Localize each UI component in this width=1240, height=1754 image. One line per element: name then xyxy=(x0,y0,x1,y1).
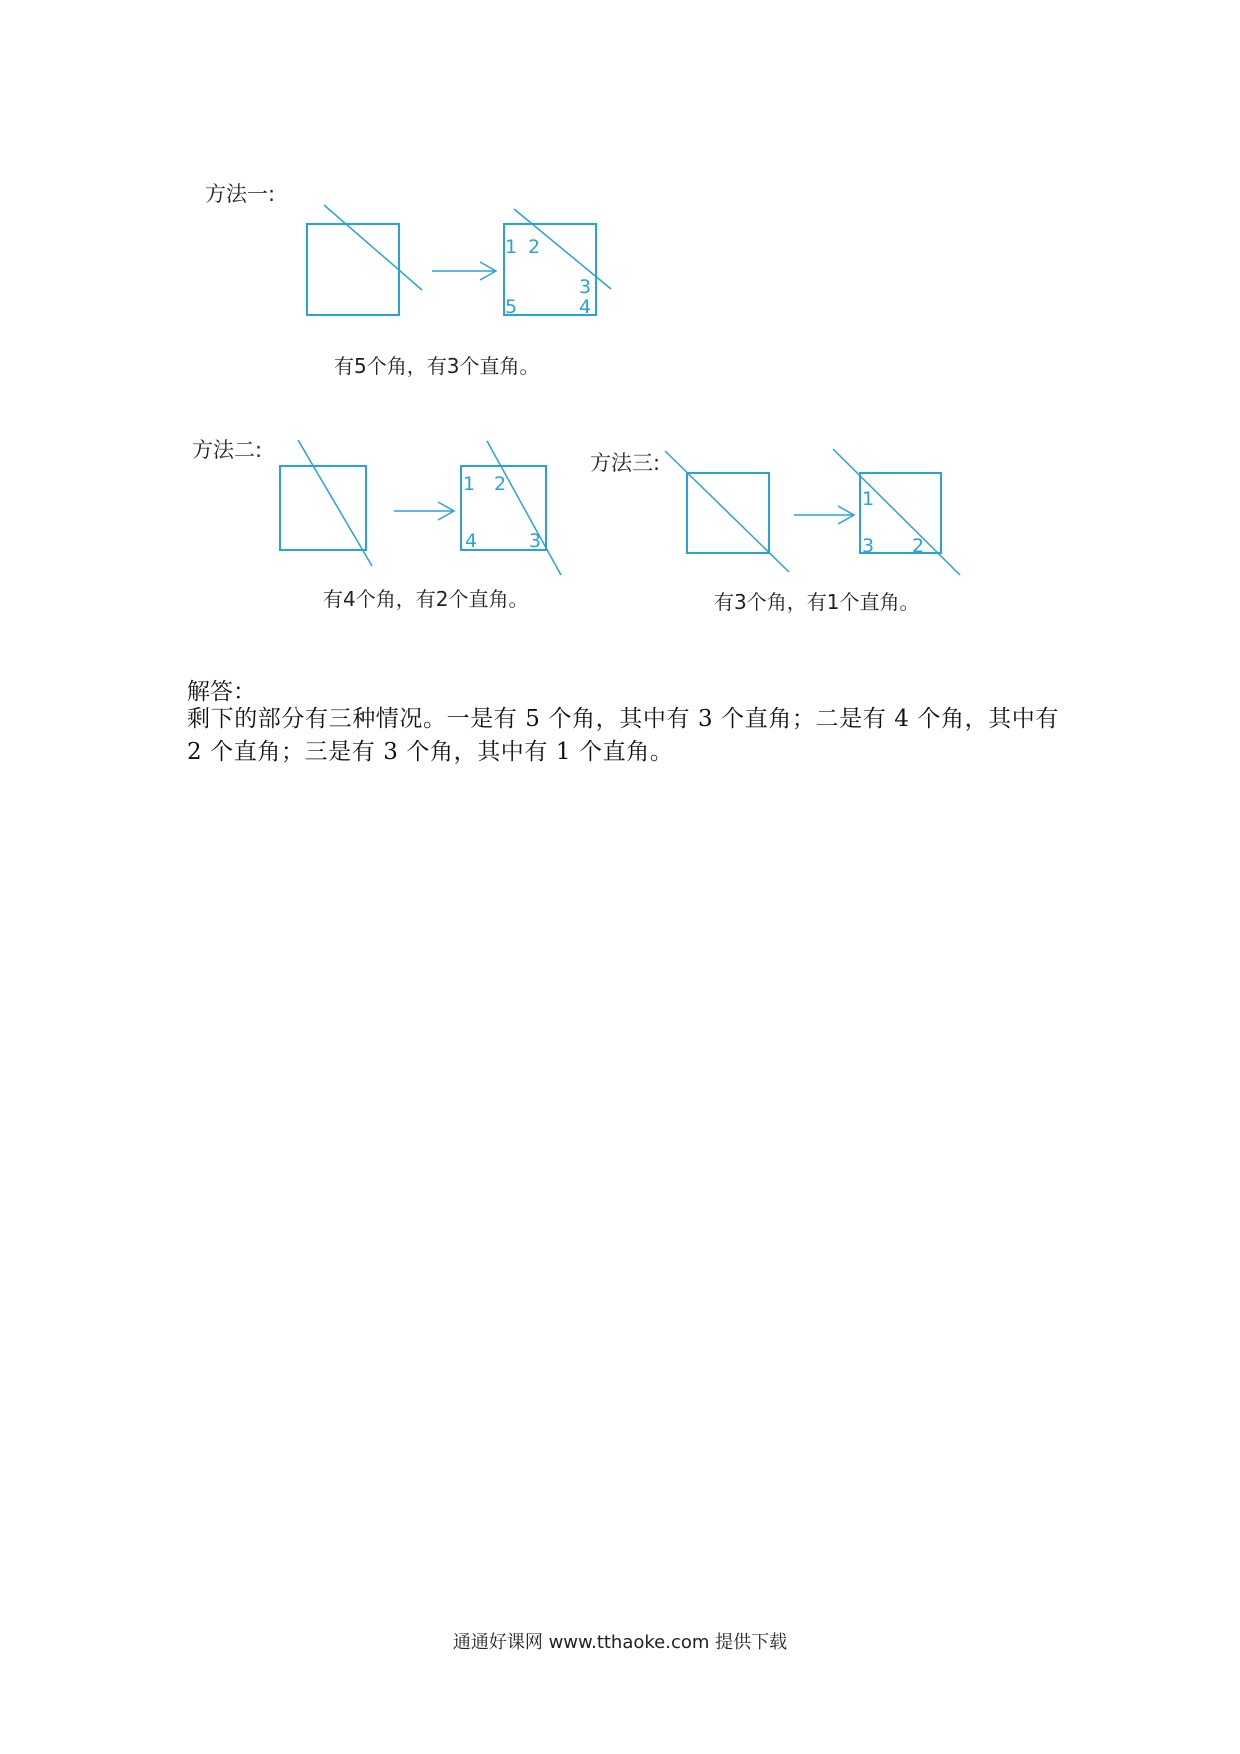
method-1-title: 方法一: xyxy=(205,182,276,206)
method-2-title: 方法二: xyxy=(192,438,263,462)
answer-title: 解答： xyxy=(187,679,256,705)
method-1-cut-line xyxy=(324,205,422,290)
arrow-icon xyxy=(432,262,496,280)
method-3-angle-label: 3 xyxy=(862,535,875,557)
method-1-angle-label: 4 xyxy=(579,296,592,318)
method-1-square xyxy=(307,224,399,315)
method-2-angle-label: 4 xyxy=(465,530,478,552)
method-1-angle-label: 5 xyxy=(505,296,518,318)
method-2-angle-label: 1 xyxy=(463,473,476,495)
method-2-cut-line xyxy=(298,440,372,566)
method-1-caption: 有5个角，有3个直角。 xyxy=(334,354,540,378)
method-2-angle-label: 3 xyxy=(529,530,542,552)
method-2-cut-line-2 xyxy=(487,441,561,575)
arrow-icon xyxy=(794,506,854,524)
arrow-icon xyxy=(394,502,454,520)
method-1-angle-label: 1 xyxy=(505,236,518,258)
method-2-square xyxy=(280,466,366,550)
method-3-angle-label: 2 xyxy=(912,535,925,557)
method-3-caption: 有3个角，有1个直角。 xyxy=(714,590,920,614)
method-2-angle-label: 2 xyxy=(494,473,507,495)
footer: 通通好课网 www.tthaoke.com 提供下载 xyxy=(452,1632,788,1653)
method-1-angle-label: 2 xyxy=(528,236,541,258)
method-3-angle-label: 1 xyxy=(862,488,875,510)
figures xyxy=(0,0,1240,700)
answer-text: 剩下的部分有三种情况。一是有 5 个角，其中有 3 个直角；二是有 4 个角，其中有 2 个直角；三是有 3 个角，其中有 1 个直角。 xyxy=(187,706,1059,765)
method-3-title: 方法三: xyxy=(590,451,661,475)
method-2-caption: 有4个角，有2个直角。 xyxy=(323,587,529,611)
method-1-angle-label: 3 xyxy=(579,276,592,298)
